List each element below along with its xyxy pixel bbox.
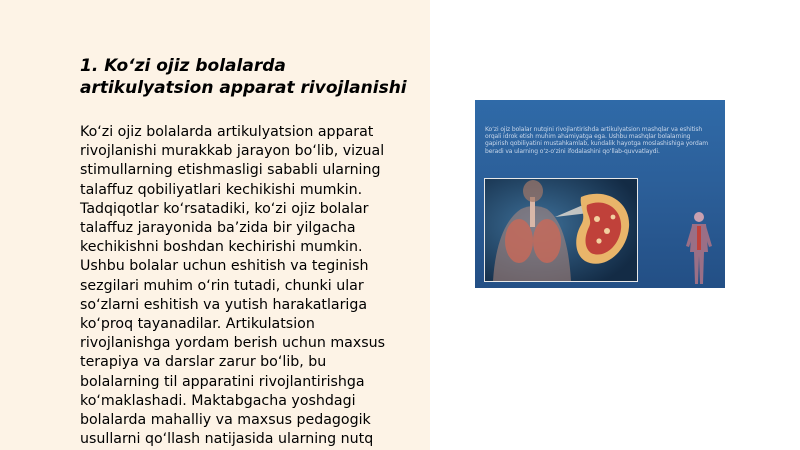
slide-caption: Ko‘zi ojiz bolalar nutqini rivojlantirishda artikulyatsion mashqlar va eshitish orqali idrok etish muhim ahamiyatga ega. Ushbu mashqlar bolalarning gapirish qobiliyatini mustahkamlab, kundalik hayotga moslashishiga yordam beradi va ularning o‘z-o‘zini ifodalashini qo‘llab-quvvatlaydi. bbox=[485, 126, 709, 155]
body-paragraph: Ko‘zi ojiz bolalarda artikulyatsion apparat rivojlanishi murakkab jarayon bo‘lib, vizual stimullarning etishmasligi sababli ularning talaffuz qobiliyatlari kechikishi mumkin. Tadqiqotlar ko‘rsatadiki, ko‘zi ojiz bolalar talaffuz jarayonida ba’zida bir yilgacha kechikishni boshdan kechirishi mumkin. Ushbu bolalar uchun eshitish va teginish sezgilari muhim o‘rin tutadi, chunki ular so‘zlarni eshitish va yutish harakatlariga ko‘proq tayanadilar. Artikulatsion rivojlanishga yordam berish uchun maxsus terapiya va darslar zarur bo‘lib, bu bolalarning til apparatini rivojlantirishga ko‘maklashadi. Maktabgacha yoshdagi bolalarda mahalliy va maxsus pedagogik usullarni qo‘llash natijasida ularning nutq bbox=[80, 124, 386, 448]
section-heading: 1. Ko‘zi ojiz bolalarda artikulyatsion apparat rivojlanishi bbox=[80, 56, 407, 98]
human-figure-icon bbox=[683, 210, 715, 286]
anatomy-illustration bbox=[484, 178, 638, 282]
slide-image bbox=[475, 100, 725, 288]
